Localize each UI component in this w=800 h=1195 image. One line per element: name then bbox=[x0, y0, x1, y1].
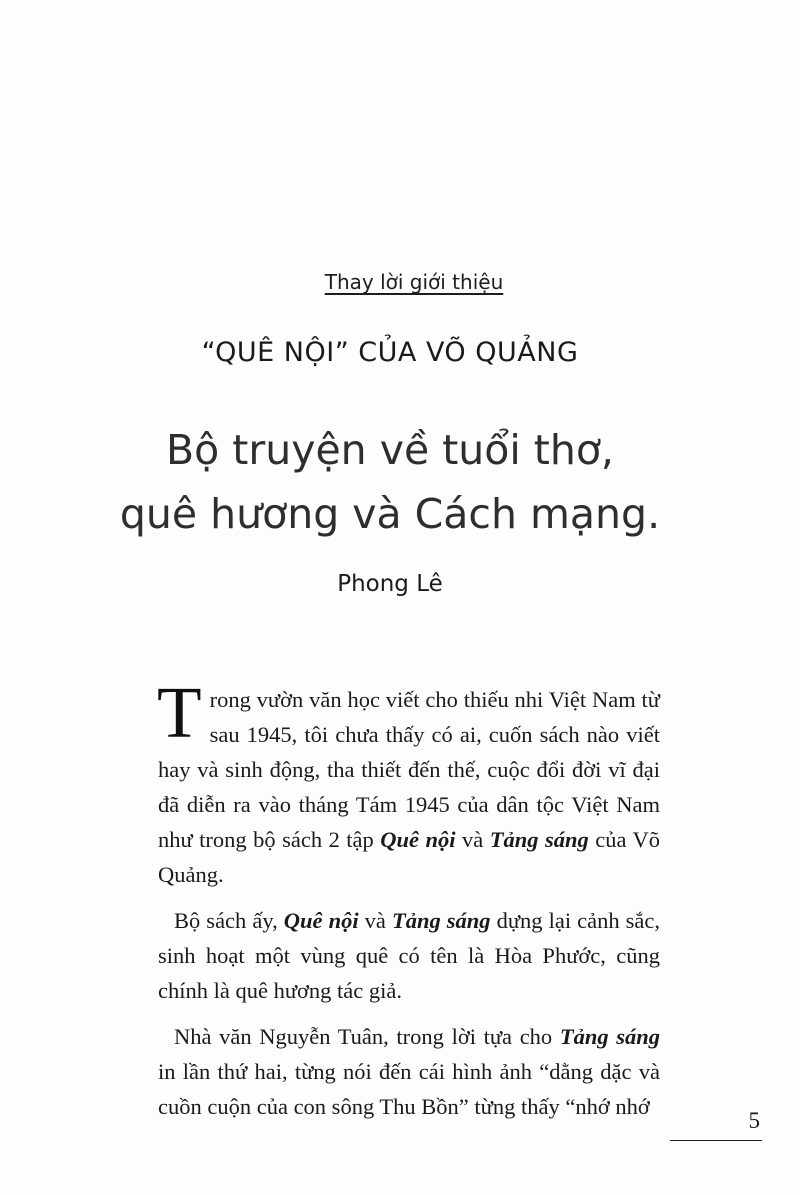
paragraph-2-text-c: dựng lại cảnh sắc, sinh hoạt một vùng quê có tên là Hòa Phước, cũng chính là quê hương tác giả. bbox=[158, 908, 661, 1003]
drop-cap: T bbox=[157, 672, 202, 753]
book-title-que-noi: Quê nội bbox=[380, 827, 456, 852]
book-title-que-noi: Quê nội bbox=[283, 908, 359, 933]
subtitle-line-2: quê hương và Cách mạng. bbox=[119, 490, 661, 538]
paragraph-1-text-a: rong vườn văn học viết cho thiếu nhi Việt Nam từ sau 1945, tôi chưa thấy có ai, cuốn sách nào viết hay và sinh động, tha thiết đến thế, cuộc đổi đời vĩ đại đã diễn ra vào tháng Tám 1945 của dân tộc Việt Nam như trong bộ sách 2 tập bbox=[158, 687, 660, 852]
paragraph-1-text-c: của Võ Quảng. bbox=[158, 827, 661, 887]
intro-label: Thay lời giới thiệu bbox=[324, 270, 504, 294]
paragraph-2-text-a: Bộ sách ấy, bbox=[174, 908, 284, 933]
paragraph-3-text-a: Nhà văn Nguyễn Tuân, trong lời tựa cho bbox=[174, 1024, 560, 1049]
paragraph-2-text-b: và bbox=[358, 908, 392, 933]
book-title-tang-sang: Tảng sáng bbox=[489, 827, 589, 852]
book-title-tang-sang: Tảng sáng bbox=[391, 908, 491, 933]
author-name: Phong Lê bbox=[337, 571, 443, 597]
paragraph-1-text-b: và bbox=[455, 827, 490, 852]
footer-rule bbox=[670, 1140, 762, 1141]
subtitle-line-1: Bộ truyện về tuổi thơ, bbox=[166, 426, 614, 474]
paragraph-1 bbox=[157, 672, 661, 892]
book-title: “QUÊ NỘI” CỦA VÕ QUẢNG bbox=[201, 337, 579, 368]
subtitle bbox=[0, 418, 780, 546]
book-title-tang-sang: Tảng sáng bbox=[559, 1024, 660, 1049]
paragraph-3-text-b: in lần thứ hai, từng nói đến cái hình ảnh “dằng dặc và cuồn cuộn của con sông Thu Bồn” từng thấy “nhớ nhớ bbox=[158, 1059, 660, 1119]
page-number: 5 bbox=[748, 1108, 760, 1133]
body-text bbox=[157, 672, 661, 1135]
paragraph-3 bbox=[158, 1019, 660, 1124]
paragraph-2 bbox=[158, 903, 660, 1008]
